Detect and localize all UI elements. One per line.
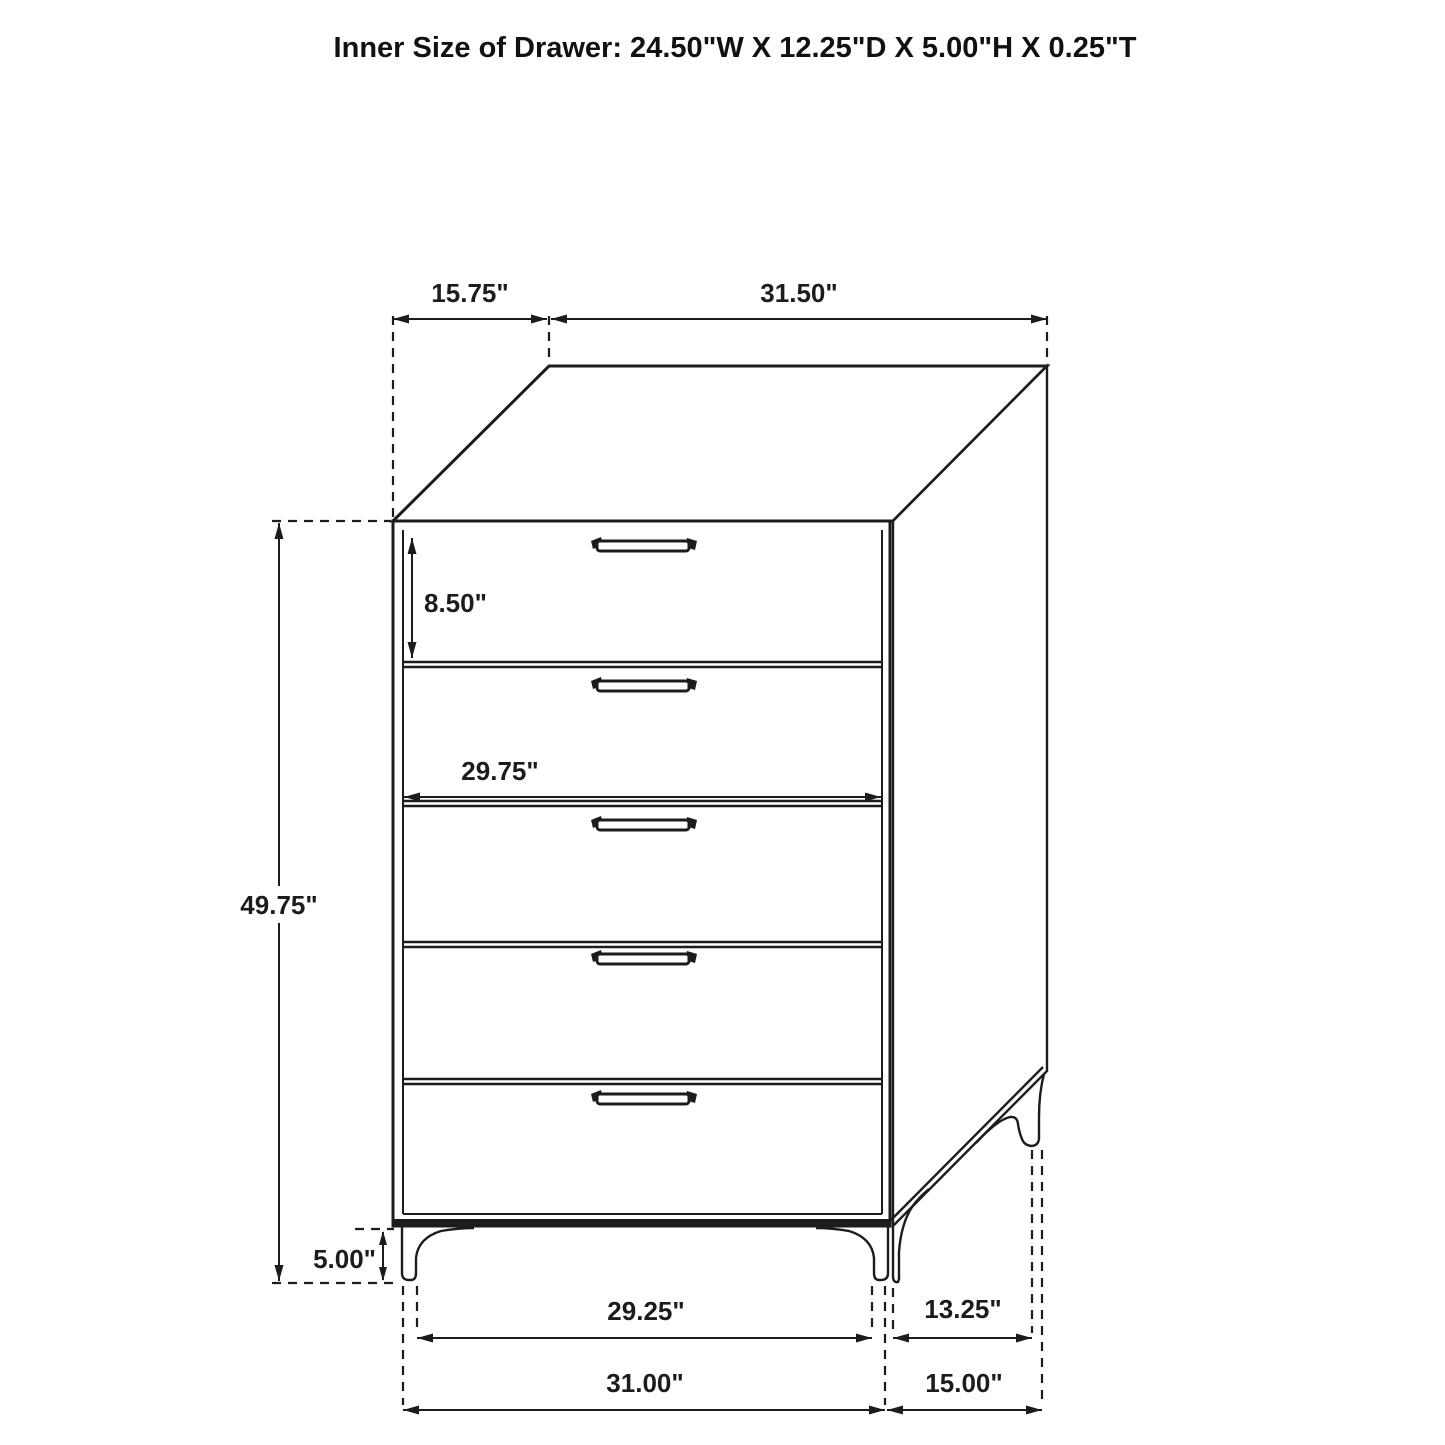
dim-label-front-base-width: 31.00"	[606, 1368, 684, 1398]
dim-front-feet-span	[417, 1296, 872, 1343]
dim-leg-height	[313, 1229, 394, 1281]
dim-label-front-feet-span: 29.25"	[607, 1296, 685, 1326]
dim-front-base-width	[403, 1368, 885, 1415]
dim-label-top-depth: 15.75"	[431, 278, 509, 308]
front-face-outline	[393, 521, 890, 1226]
dim-side-feet-span	[893, 1294, 1032, 1343]
cabinet-front-face	[393, 521, 890, 1226]
dim-label-drawer-inner-width: 29.75"	[461, 756, 539, 786]
dim-label-side-feet-span: 13.25"	[924, 1294, 1002, 1324]
dim-label-side-base-depth: 15.00"	[925, 1368, 1003, 1398]
dim-side-base-depth	[887, 1368, 1042, 1415]
dim-label-top-width: 31.50"	[760, 278, 838, 308]
front-left-leg	[402, 1227, 474, 1280]
skirt-band	[393, 1219, 890, 1226]
dim-label-leg-height: 5.00"	[313, 1244, 376, 1274]
dim-overall-height	[228, 521, 399, 1283]
dim-label-first-drawer-height: 8.50"	[424, 588, 487, 618]
page-title: Inner Size of Drawer: 24.50"W X 12.25"D X 5.00"H X 0.25"T	[333, 32, 1137, 64]
dim-top-width	[551, 278, 1047, 362]
front-right-leg	[816, 1227, 888, 1280]
dim-label-overall-height: 49.75"	[240, 890, 318, 920]
